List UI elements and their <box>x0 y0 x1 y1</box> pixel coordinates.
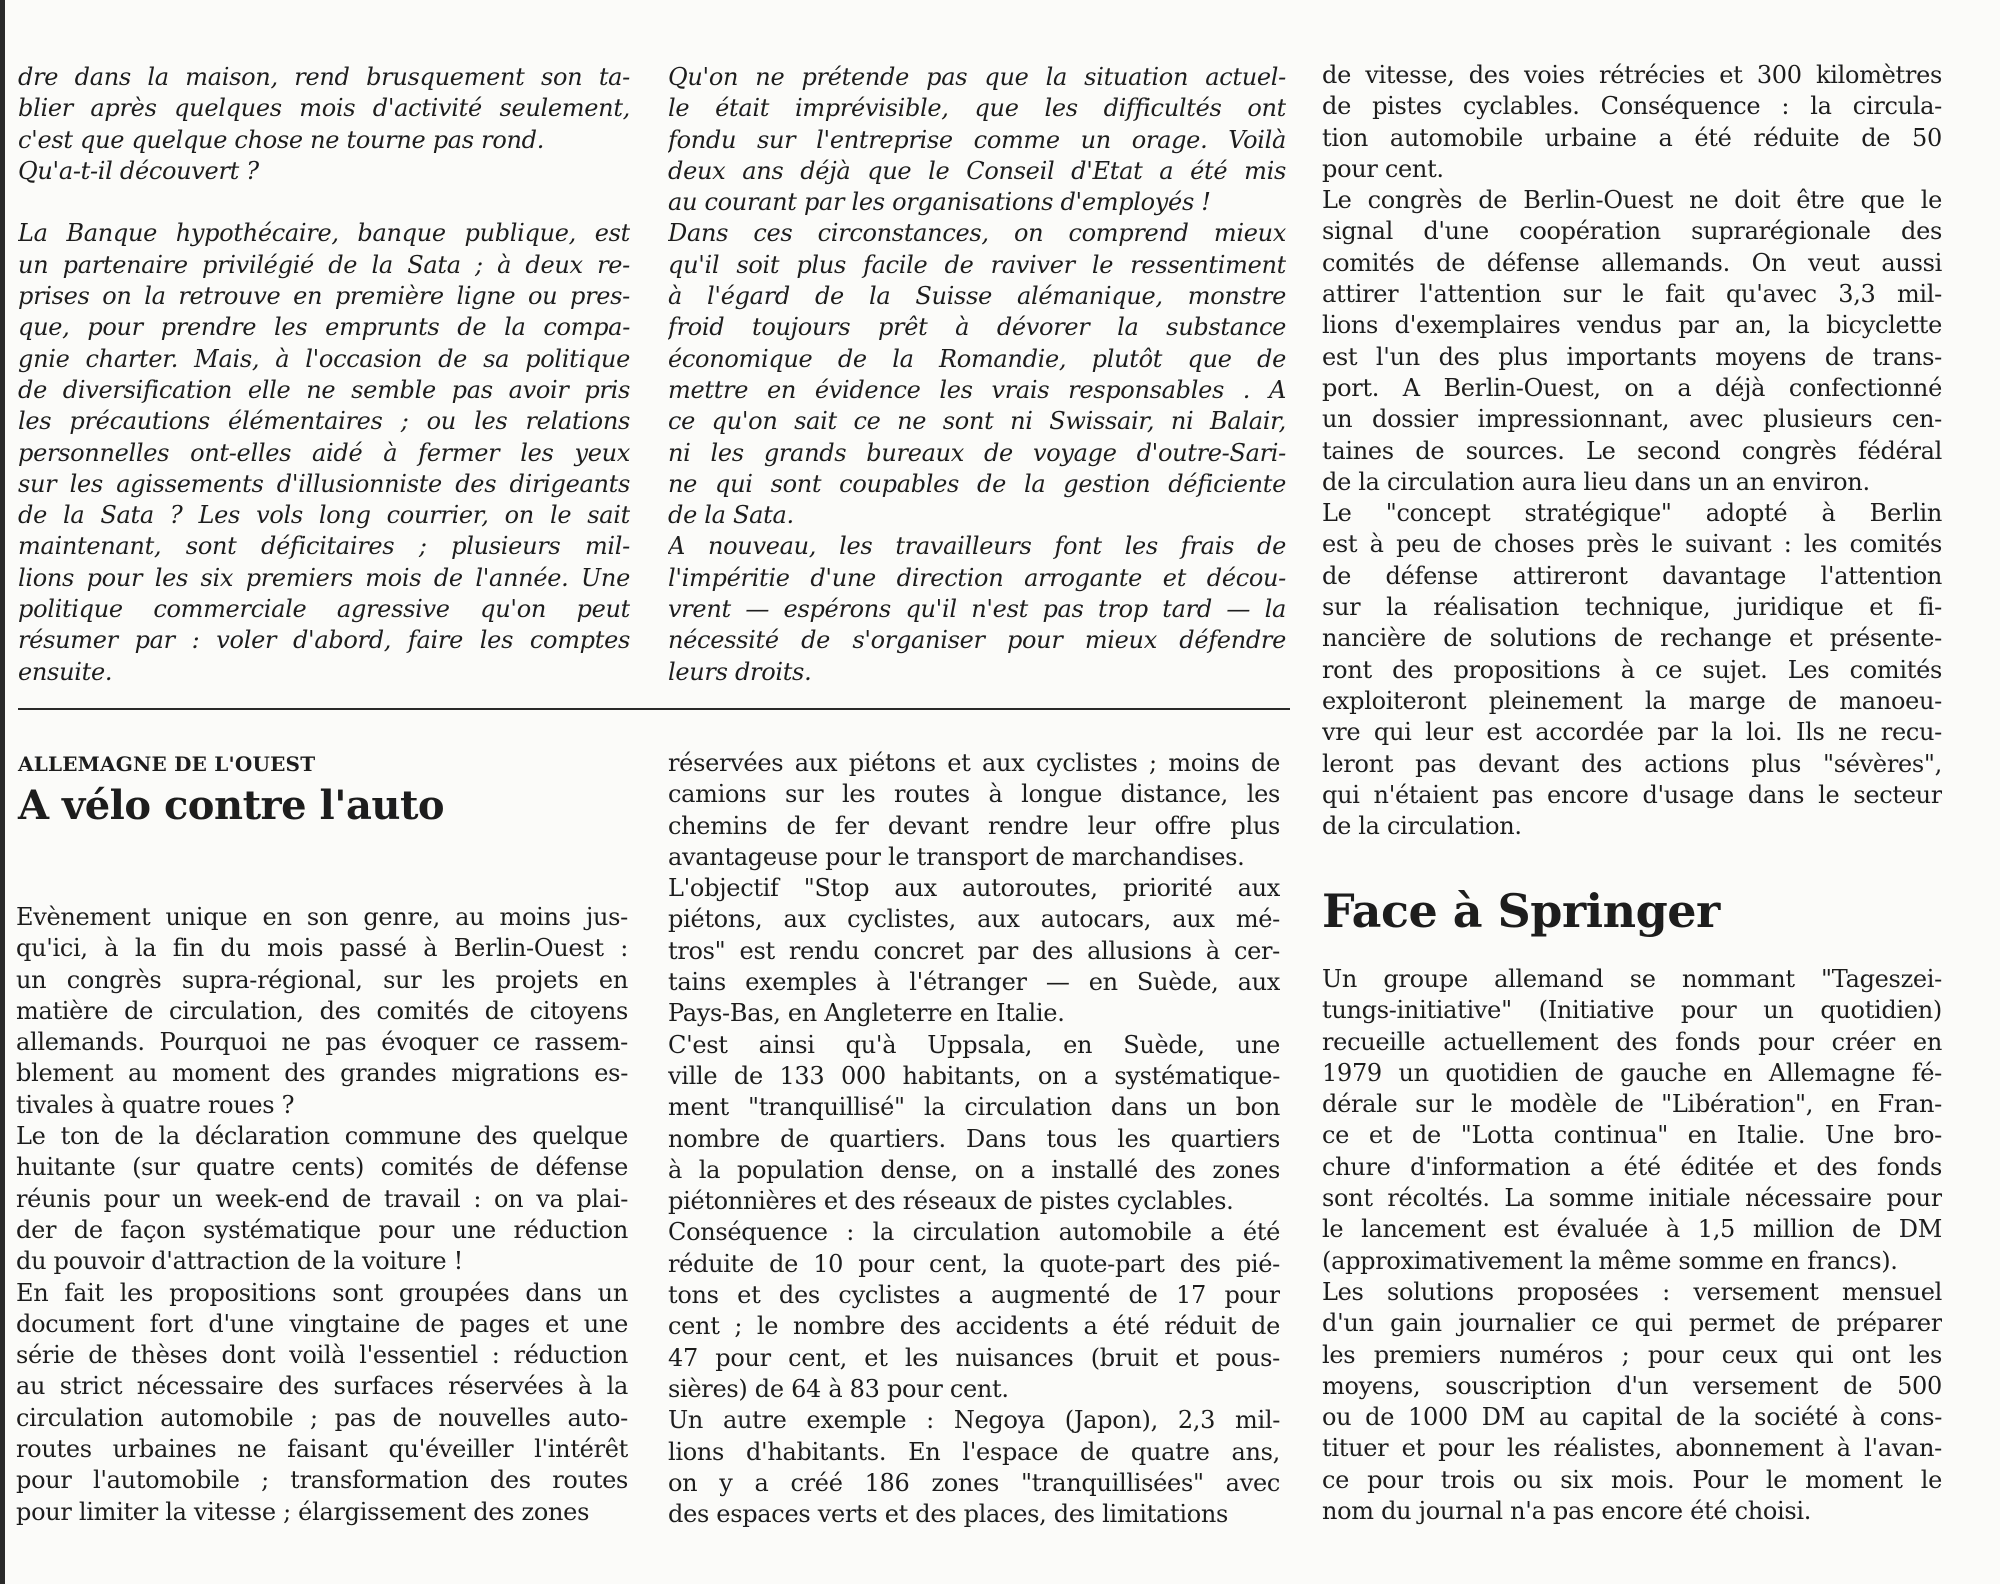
text-line: nancière de solutions de rechange et présente- <box>1322 624 1942 653</box>
text-line: dérale sur le modèle de "Libération", en Fran- <box>1322 1090 1942 1119</box>
article2-column <box>1322 964 1942 1527</box>
text-line: ville de 133 000 habitants, on a systématique- <box>668 1061 1280 1090</box>
text-line: ce et de "Lotta continua" en Italie. Une bro- <box>1322 1121 1942 1150</box>
article1-column-1 <box>16 902 628 1528</box>
article-kicker: ALLEMAGNE DE L'OUEST <box>18 752 316 776</box>
text-line: c'est que quelque chose ne tourne pas rond. <box>18 125 545 154</box>
text-line: ni les grands bureaux de voyage d'outre-Sari- <box>668 438 1286 467</box>
text-line: chemins de fer devant rendre leur offre plus <box>668 811 1280 840</box>
text-line: moyens, souscription d'un versement de 500 <box>1322 1371 1942 1400</box>
top-column-1 <box>18 62 630 688</box>
text-line: un dossier impressionnant, avec plusieurs cen- <box>1322 405 1942 434</box>
text-line: document fort d'une vingtaine de pages et une <box>16 1309 628 1338</box>
text-line: 47 pour cent, et les nuisances (bruit et pous- <box>668 1343 1280 1372</box>
text-line: lions d'habitants. En l'espace de quatre ans, <box>668 1437 1280 1466</box>
text-line: le était imprévisible, que les difficultés ont <box>668 94 1286 123</box>
text-line: ront des propositions à ce sujet. Les comités <box>1322 655 1942 684</box>
text-line: au courant par les organisations d'employés ! <box>668 188 1211 217</box>
article2-title: Face à Springer <box>1322 884 1720 938</box>
text-line: sières) de 64 à 83 pour cent. <box>668 1374 1009 1403</box>
text-line: exploiteront pleinement la marge de manoeu- <box>1322 686 1942 715</box>
text-line: d'un gain journalier ce qui permet de préparer <box>1322 1309 1942 1338</box>
text-line: tituer et pour les réalistes, abonnement à l'avan- <box>1322 1434 1942 1463</box>
text-line: au strict nécessaire des surfaces réservées à la <box>16 1372 628 1401</box>
text-line: un partenaire privilégié de la Sata ; à deux re- <box>18 250 630 279</box>
text-line: Les solutions proposées : versement mensuel <box>1322 1277 1942 1306</box>
article1-column-3 <box>1322 60 1942 842</box>
text-line: nombre de quartiers. Dans tous les quartiers <box>668 1124 1280 1153</box>
text-line: ment "tranquillisé" la circulation dans un bon <box>668 1093 1280 1122</box>
page-edge-bar <box>0 0 5 1584</box>
text-line: prises on la retrouve en première ligne ou pres- <box>18 282 630 311</box>
text-line: blement au moment des grandes migrations es- <box>16 1059 628 1088</box>
text-line: avantageuse pour le transport de marchandises. <box>668 842 1245 871</box>
text-line: Pays-Bas, en Angleterre en Italie. <box>668 999 1065 1028</box>
text-line: tains exemples à l'étranger — en Suède, aux <box>668 968 1280 997</box>
text-line: le lancement est évaluée à 1,5 million de DM <box>1322 1215 1942 1244</box>
text-line: à la population dense, on a installé des zones <box>668 1155 1280 1184</box>
text-line: ensuite. <box>18 657 113 686</box>
text-line: piétonnières et des réseaux de pistes cyclables. <box>668 1187 1234 1216</box>
text-line: matière de circulation, des comités de citoyens <box>16 996 628 1025</box>
text-line: lions pour les six premiers mois de l'année. Une <box>18 563 630 592</box>
text-line: de la circulation. <box>1322 812 1522 841</box>
text-line: à l'égard de la Suisse alémanique, monstre <box>668 282 1286 311</box>
text-line: économique de la Romandie, plutôt que de <box>668 344 1286 373</box>
text-line: tros" est rendu concret par des allusions à cer- <box>668 936 1280 965</box>
text-line: qu'il soit plus facile de raviver le ressentiment <box>668 250 1286 279</box>
text-line: l'impéritie d'une direction arrogante et décou- <box>668 563 1286 592</box>
text-line: sur la réalisation technique, juridique et fi- <box>1322 593 1942 622</box>
text-line: de défense attireront davantage l'attention <box>1322 561 1942 590</box>
text-line: de la Sata. <box>668 501 794 530</box>
text-line: que, pour prendre les emprunts de la compa- <box>18 313 630 342</box>
text-line: Un autre exemple : Negoya (Japon), 2,3 mil- <box>668 1406 1280 1435</box>
text-line: Le ton de la déclaration commune des quelque <box>16 1122 628 1151</box>
text-line: A nouveau, les travailleurs font les frais de <box>668 532 1286 561</box>
text-line: un congrès supra-régional, sur les projets en <box>16 965 628 994</box>
text-line: de pistes cyclables. Conséquence : la circula- <box>1322 92 1942 121</box>
text-line: politique commerciale agressive qu'on peut <box>18 595 630 624</box>
text-line: piétons, aux cyclistes, aux autocars, aux mé- <box>668 905 1280 934</box>
text-line: La Banque hypothécaire, banque publique, est <box>18 219 630 248</box>
text-line: est l'un des plus importants moyens de trans- <box>1322 342 1942 371</box>
text-line: ne qui sont coupables de la gestion déficiente <box>668 469 1286 498</box>
text-line: signal d'une coopération suprarégionale des <box>1322 217 1942 246</box>
text-line: leront pas devant des actions plus "sévères", <box>1322 749 1942 778</box>
text-line: nécessité de s'organiser pour mieux défendre <box>668 626 1286 655</box>
text-line: deux ans déjà que le Conseil d'Etat a été mis <box>668 156 1286 185</box>
text-line: du pouvoir d'attraction de la voiture ! <box>16 1247 463 1276</box>
text-line: Qu'on ne prétende pas que la situation actuel- <box>668 63 1286 91</box>
text-line: ce qu'on sait ce ne sont ni Swissair, ni Balair, <box>668 407 1286 436</box>
text-line: der de façon systématique pour une réduction <box>16 1215 628 1244</box>
text-line: lions d'exemplaires vendus par an, la bicyclette <box>1322 311 1942 340</box>
text-line: circulation automobile ; pas de nouvelles auto- <box>16 1403 628 1432</box>
text-line: les premiers numéros ; pour ceux qui ont les <box>1322 1340 1942 1369</box>
text-line: Dans ces circonstances, on comprend mieux <box>668 219 1286 248</box>
text-line: vre qui leur est accordée par la loi. Ils ne recu- <box>1322 718 1942 747</box>
section-divider <box>18 708 1290 710</box>
text-line: comités de défense allemands. On veut aussi <box>1322 248 1942 277</box>
text-line: camions sur les routes à longue distance, les <box>668 780 1280 809</box>
text-line: des espaces verts et des places, des limitations <box>668 1500 1229 1529</box>
article-title: A vélo contre l'auto <box>18 782 445 829</box>
text-line: qu'ici, à la fin du mois passé à Berlin-Ouest : <box>16 934 628 963</box>
text-line: résumer par : voler d'abord, faire les comptes <box>18 626 630 655</box>
text-line: allemands. Pourquoi ne pas évoquer ce rassem- <box>16 1028 628 1057</box>
text-line: tivales à quatre roues ? <box>16 1090 295 1119</box>
text-line: pour l'automobile ; transformation des routes <box>16 1466 628 1495</box>
text-line: qui n'étaient pas encore d'usage dans le secteur <box>1322 780 1942 809</box>
text-line: L'objectif "Stop aux autoroutes, priorité aux <box>668 874 1280 903</box>
text-line: vrent — espérons qu'il n'est pas trop tard — la <box>668 595 1286 624</box>
text-line: réduite de 10 pour cent, la quote-part des pié- <box>668 1249 1280 1278</box>
text-line: de diversification elle ne semble pas avoir pris <box>18 375 630 404</box>
text-line: cent ; le nombre des accidents a été réduit de <box>668 1312 1280 1341</box>
text-line: sont récoltés. La somme initiale nécessaire pour <box>1322 1184 1942 1213</box>
text-line: ce pour trois ou six mois. Pour le moment le <box>1322 1465 1942 1494</box>
text-line <box>18 187 630 218</box>
text-line: leurs droits. <box>668 657 812 686</box>
text-line: Conséquence : la circulation automobile a été <box>668 1218 1280 1247</box>
text-line: tungs-initiative" (Initiative pour un quotidien) <box>1322 996 1942 1025</box>
text-line: personnelles ont-elles aidé à fermer les yeux <box>18 438 630 467</box>
text-line: taines de sources. Le second congrès fédéral <box>1322 436 1942 465</box>
text-line: de la circulation aura lieu dans un an environ. <box>1322 467 1870 496</box>
text-line: réunis pour un week-end de travail : on va plai- <box>16 1184 628 1213</box>
text-line: réservées aux piétons et aux cyclistes ; moins de <box>668 749 1280 777</box>
text-line: recueille actuellement des fonds pour créer en <box>1322 1027 1942 1056</box>
text-line: pour cent. <box>1322 154 1444 183</box>
text-line: est à peu de choses près le suivant : les comités <box>1322 530 1942 559</box>
text-line: 1979 un quotidien de gauche en Allemagne fé- <box>1322 1058 1942 1087</box>
text-line: gnie charter. Mais, à l'occasion de sa politique <box>18 344 630 373</box>
text-line: maintenant, sont déficitaires ; plusieurs mil- <box>18 532 630 561</box>
top-column-2 <box>668 62 1286 688</box>
text-line: fondu sur l'entreprise comme un orage. Voilà <box>668 125 1286 154</box>
text-line: ou de 1000 DM au capital de la société à cons- <box>1322 1403 1942 1432</box>
text-line: En fait les propositions sont groupées dans un <box>16 1278 628 1307</box>
text-line: Le congrès de Berlin-Ouest ne doit être que le <box>1322 186 1942 215</box>
text-line: sur les agissements d'illusionniste des dirigeants <box>18 469 630 498</box>
text-line: on y a créé 186 zones "tranquillisées" avec <box>668 1468 1280 1497</box>
text-line: attirer l'attention sur le fait qu'avec 3,3 mil- <box>1322 280 1942 309</box>
text-line: Evènement unique en son genre, au moins jus- <box>16 903 628 931</box>
article1-column-2 <box>668 748 1280 1530</box>
text-line: (approximativement la même somme en francs). <box>1322 1246 1898 1275</box>
text-line: Le "concept stratégique" adopté à Berlin <box>1322 499 1942 528</box>
text-line: nom du journal n'a pas encore été choisi. <box>1322 1497 1812 1526</box>
text-line: Un groupe allemand se nommant "Tageszei- <box>1322 965 1942 993</box>
text-line: chure d'information a été éditée et des fonds <box>1322 1152 1942 1181</box>
text-line: mettre en évidence les vrais responsables . A <box>668 375 1286 404</box>
text-line: Qu'a-t-il découvert ? <box>18 156 259 185</box>
text-line: huitante (sur quatre cents) comités de défense <box>16 1153 628 1182</box>
text-line: de la Sata ? Les vols long courrier, on le sait <box>18 501 630 530</box>
text-line: série de thèses dont voilà l'essentiel : réduction <box>16 1341 628 1370</box>
text-line: les précautions élémentaires ; ou les relations <box>18 407 630 436</box>
text-line: froid toujours prêt à dévorer la substance <box>668 313 1286 342</box>
text-line: C'est ainsi qu'à Uppsala, en Suède, une <box>668 1030 1280 1059</box>
text-line: dre dans la maison, rend brusquement son ta- <box>18 63 630 91</box>
text-line: blier après quelques mois d'activité seulement, <box>18 94 630 123</box>
text-line: routes urbaines ne faisant qu'éveiller l'intérêt <box>16 1435 628 1464</box>
text-line: pour limiter la vitesse ; élargissement des zones <box>16 1497 590 1526</box>
text-line: port. A Berlin-Ouest, on a déjà confectionné <box>1322 373 1942 402</box>
text-line: tons et des cyclistes a augmenté de 17 pour <box>668 1281 1280 1310</box>
text-line: de vitesse, des voies rétrécies et 300 kilomètres <box>1322 61 1942 89</box>
text-line: tion automobile urbaine a été réduite de 50 <box>1322 123 1942 152</box>
